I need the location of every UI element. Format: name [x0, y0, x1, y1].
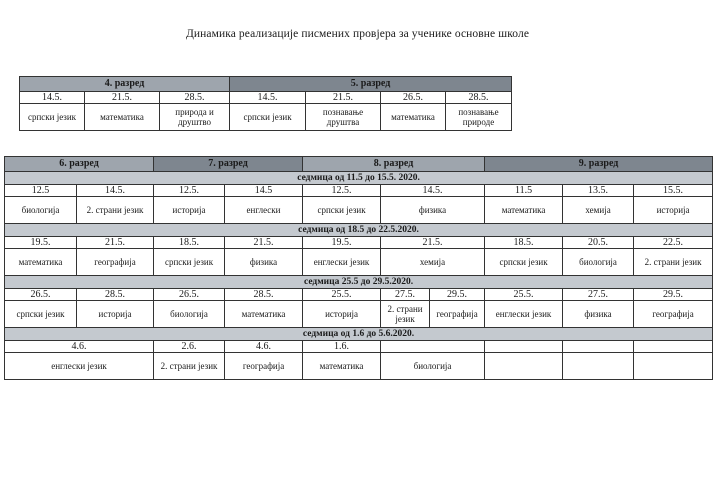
- grade-8-header: 8. разред: [303, 157, 485, 172]
- week-header: седмица од 11.5 до 15.5. 2020.: [5, 172, 713, 185]
- subject-cell: биологија: [5, 197, 77, 224]
- date-cell: 22.5.: [634, 237, 713, 249]
- date-cell: 27.5.: [381, 289, 430, 301]
- grade-6-header: 6. разред: [5, 157, 154, 172]
- subject-cell: 2. страни језик: [154, 353, 225, 380]
- subject-cell: енглески језик: [303, 249, 381, 276]
- date-cell: 4.6.: [225, 341, 303, 353]
- subject-cell: математика: [225, 301, 303, 328]
- subject-cell: хемија: [563, 197, 634, 224]
- week-header: седмица од 1.6 до 5.6.2020.: [5, 328, 713, 341]
- grade-5-header: 5. разред: [230, 77, 512, 92]
- subject-cell: математика: [381, 104, 446, 131]
- date-cell: 26.5.: [381, 92, 446, 104]
- subject-cell: географија: [225, 353, 303, 380]
- subject-cell: биологија: [563, 249, 634, 276]
- subject-cell: физика: [381, 197, 485, 224]
- date-cell: 19.5.: [303, 237, 381, 249]
- subject-cell: познавање друштва: [306, 104, 381, 131]
- date-cell: 26.5.: [5, 289, 77, 301]
- subject-cell: српски језик: [20, 104, 85, 131]
- date-cell: 28.5.: [225, 289, 303, 301]
- date-cell: 20.5.: [563, 237, 634, 249]
- date-cell: 18.5.: [154, 237, 225, 249]
- subject-cell: српски језик: [154, 249, 225, 276]
- date-cell: 19.5.: [5, 237, 77, 249]
- subject-cell: математика: [5, 249, 77, 276]
- date-cell: 21.5.: [85, 92, 160, 104]
- empty-cell: [563, 353, 634, 380]
- subject-cell: енглески језик: [485, 301, 563, 328]
- subject-cell: српски језик: [485, 249, 563, 276]
- date-cell: 14.5.: [381, 185, 485, 197]
- grade-9-header: 9. разред: [485, 157, 713, 172]
- date-cell: 12.5.: [303, 185, 381, 197]
- subject-cell: 2. страни језик: [634, 249, 713, 276]
- subject-cell: географија: [634, 301, 713, 328]
- date-cell: 11.5: [485, 185, 563, 197]
- empty-cell: [485, 353, 563, 380]
- date-cell: 28.5.: [77, 289, 154, 301]
- date-cell: 13.5.: [563, 185, 634, 197]
- subject-cell: српски језик: [303, 197, 381, 224]
- date-cell: 29.5.: [634, 289, 713, 301]
- page-title: Динамика реализације писмених провјера за ученике основне школе: [185, 28, 530, 40]
- date-cell: 14.5.: [20, 92, 85, 104]
- date-cell: 21.5.: [306, 92, 381, 104]
- grade-4-header: 4. разред: [20, 77, 230, 92]
- subject-cell: историја: [154, 197, 225, 224]
- date-cell: 25.5.: [303, 289, 381, 301]
- subject-cell: математика: [85, 104, 160, 131]
- subject-cell: енглески: [225, 197, 303, 224]
- subject-cell: енглески језик: [5, 353, 154, 380]
- date-cell: 21.5.: [381, 237, 485, 249]
- subject-cell: историја: [77, 301, 154, 328]
- date-cell: 14.5.: [77, 185, 154, 197]
- date-cell: 28.5.: [160, 92, 230, 104]
- date-cell: 18.5.: [485, 237, 563, 249]
- date-cell: 29.5.: [430, 289, 485, 301]
- subject-cell: биологија: [154, 301, 225, 328]
- subject-cell: природа и друштво: [160, 104, 230, 131]
- week-header: седмица 25.5 до 29.5.2020.: [5, 276, 713, 289]
- date-cell: 14.5.: [230, 92, 306, 104]
- subject-cell: хемија: [381, 249, 485, 276]
- subject-cell: историја: [634, 197, 713, 224]
- date-cell: 28.5.: [446, 92, 512, 104]
- subject-cell: географија: [430, 301, 485, 328]
- subject-cell: познавање природе: [446, 104, 512, 131]
- subject-cell: 2. страни језик: [381, 301, 430, 328]
- date-cell: 21.5.: [77, 237, 154, 249]
- date-cell: 25.5.: [485, 289, 563, 301]
- subject-cell: историја: [303, 301, 381, 328]
- empty-cell: [381, 341, 485, 353]
- date-cell: 21.5.: [225, 237, 303, 249]
- subject-cell: српски језик: [5, 301, 77, 328]
- week-header: седмица од 18.5 до 22.5.2020.: [5, 224, 713, 237]
- date-cell: 27.5.: [563, 289, 634, 301]
- date-cell: 26.5.: [154, 289, 225, 301]
- date-cell: 12.5: [5, 185, 77, 197]
- subject-cell: математика: [303, 353, 381, 380]
- date-cell: 12.5.: [154, 185, 225, 197]
- empty-cell: [634, 353, 713, 380]
- subject-cell: биологија: [381, 353, 485, 380]
- empty-cell: [563, 341, 634, 353]
- subject-cell: српски језик: [230, 104, 306, 131]
- date-cell: 2.6.: [154, 341, 225, 353]
- empty-cell: [485, 341, 563, 353]
- date-cell: 14.5: [225, 185, 303, 197]
- subject-cell: физика: [225, 249, 303, 276]
- date-cell: 4.6.: [5, 341, 154, 353]
- date-cell: 1.6.: [303, 341, 381, 353]
- grade-7-header: 7. разред: [154, 157, 303, 172]
- subject-cell: 2. страни језик: [77, 197, 154, 224]
- schedule-table-grades-6-9: [4, 156, 713, 380]
- subject-cell: географија: [77, 249, 154, 276]
- subject-cell: математика: [485, 197, 563, 224]
- empty-cell: [634, 341, 713, 353]
- schedule-table-grades-4-5: [19, 76, 512, 131]
- subject-cell: физика: [563, 301, 634, 328]
- date-cell: 15.5.: [634, 185, 713, 197]
